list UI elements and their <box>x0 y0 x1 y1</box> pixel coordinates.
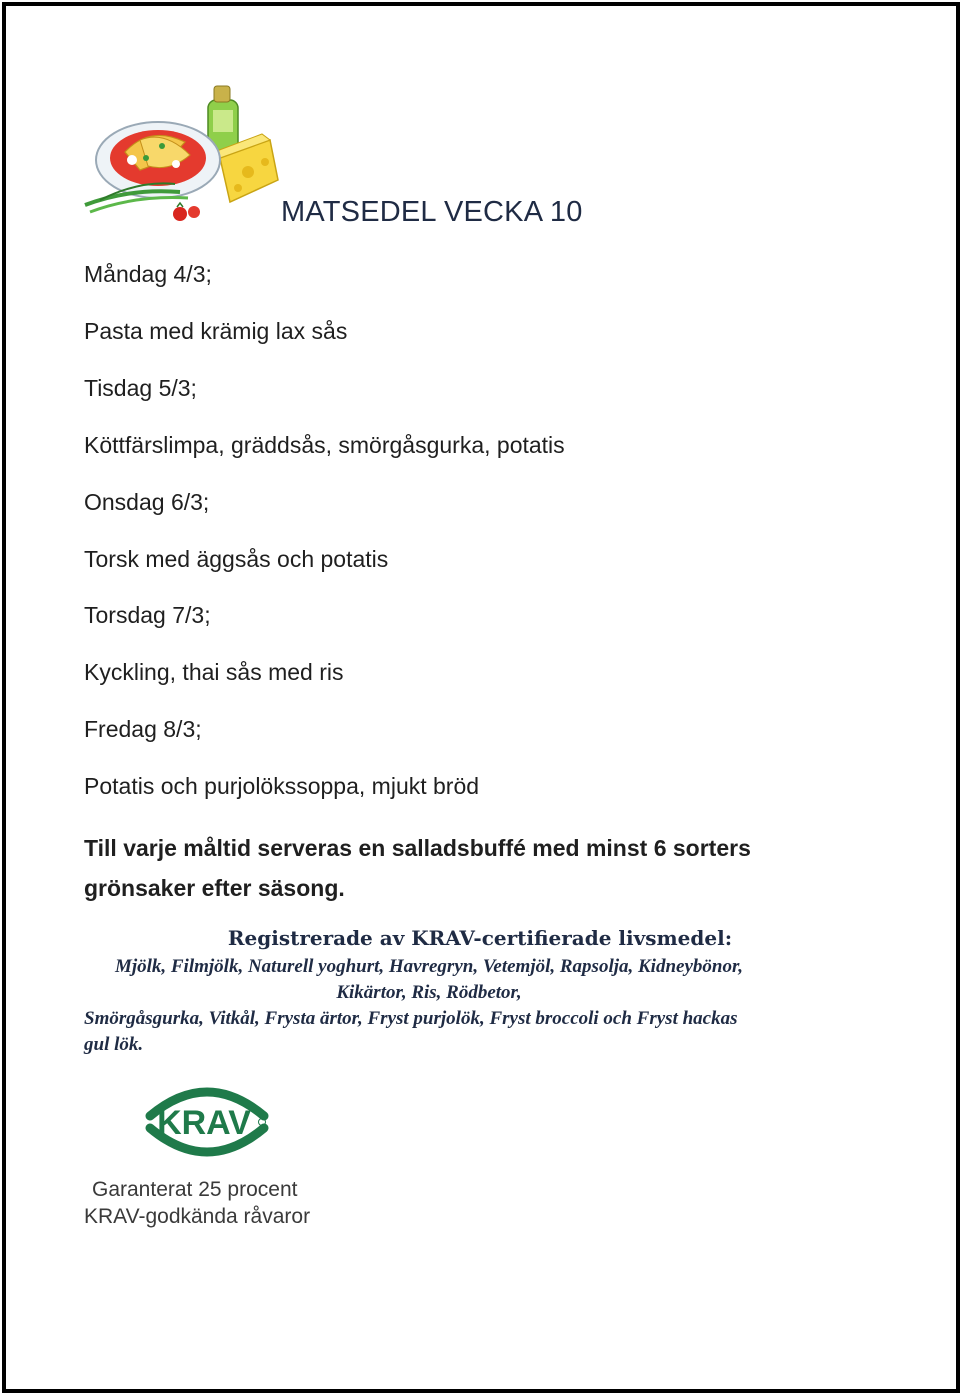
krav-tagline-line: Garanterat 25 procent <box>92 1178 298 1201</box>
menu-dish-wednesday: Torsk med äggsås och potatis <box>84 546 389 572</box>
menu-day-thursday: Torsdag 7/3; <box>84 602 211 628</box>
krav-ingredient-list <box>84 954 874 1058</box>
food-plate-icon <box>80 80 285 230</box>
salad-note-line: grönsaker efter säsong. <box>84 875 345 901</box>
krav-logo-text: KRAV <box>157 1104 251 1142</box>
krav-logo-icon <box>140 1076 274 1166</box>
page-title: MATSEDEL VECKA 10 <box>281 196 583 228</box>
krav-tagline-line: KRAV-godkända råvaror <box>84 1205 311 1228</box>
menu-dish-friday: Potatis och purjolökssoppa, mjukt bröd <box>84 773 480 799</box>
krav-list-line: Kikärtor, Ris, Rödbetor, <box>336 982 522 1003</box>
menu-day-wednesday: Onsdag 6/3; <box>84 489 210 515</box>
krav-list-line: Smörgåsgurka, Vitkål, Frysta ärtor, Fryst purjolök, Fryst broccoli och Fryst hackas <box>84 1008 738 1029</box>
salad-buffet-note <box>84 828 844 908</box>
menu-day-tuesday: Tisdag 5/3; <box>84 375 197 401</box>
krav-list-line: gul lök. <box>84 1034 144 1055</box>
krav-tagline <box>84 1176 310 1230</box>
menu-dish-monday: Pasta med krämig lax sås <box>84 318 348 344</box>
menu-day-monday: Måndag 4/3; <box>84 261 212 287</box>
menu-dish-tuesday: Köttfärslimpa, gräddsås, smörgåsgurka, potatis <box>84 432 565 458</box>
menu-dish-thursday: Kyckling, thai sås med ris <box>84 659 344 685</box>
salad-note-line: Till varje måltid serveras en salladsbuffé med minst 6 sorters <box>84 835 751 861</box>
krav-heading: Registrerade av KRAV-certifierade livsmedel: <box>227 926 733 950</box>
menu-day-friday: Fredag 8/3; <box>84 716 202 742</box>
krav-list-line: Mjölk, Filmjölk, Naturell yoghurt, Havregryn, Vetemjöl, Rapsolja, Kidneybönor, <box>114 956 744 977</box>
